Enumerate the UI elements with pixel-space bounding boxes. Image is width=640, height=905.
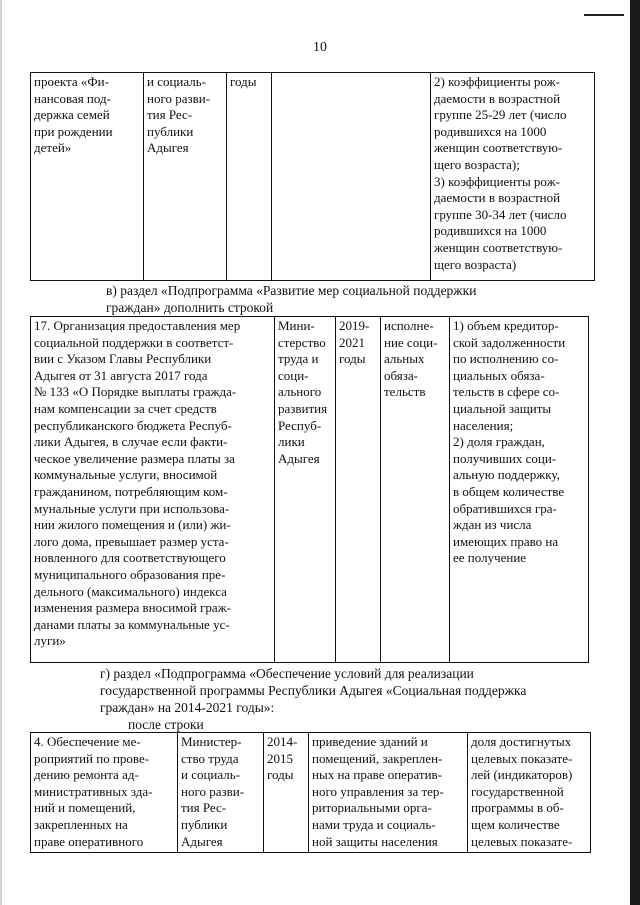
scan-edge-shadow bbox=[630, 0, 640, 905]
table-row bbox=[31, 73, 595, 281]
table-cell-period: 2019- 2021 годы bbox=[336, 317, 381, 663]
table-cell-indicators: доля достигнутых целевых показате- лей (индикаторов) государственной программы в об- щем количестве целевых показате- bbox=[468, 733, 591, 853]
after-row-note: после строки bbox=[128, 717, 204, 732]
table-cell-executor: Мини- стерство труда и соци- ального развития Респуб- лики Адыгея bbox=[275, 317, 336, 663]
table-cell-result: приведение зданий и помещений, закреплен- ных на праве оператив- ного управления за тер- риториальными орга- нами труда и социаль- ной защиты населения bbox=[309, 733, 468, 853]
section-v-note: в) раздел «Подпрограмма «Развитие мер социальной поддержки граждан» дополнить строкой bbox=[106, 283, 477, 315]
table-cell-period: 2014- 2015 годы bbox=[264, 733, 309, 853]
table-cell-result bbox=[272, 73, 431, 281]
section-g-note: г) раздел «Подпрограмма «Обеспечение условий для реализации государственной программы Республики Адыгея «Социальная поддержка граждан» на 2014-2021 годы»: bbox=[100, 666, 527, 715]
table-cell-activity: 17. Организация предоставления мер социальной поддержки в соответст- вии с Указом Главы Республики Адыгея от 31 августа 2017 года № 133 «О Порядке выплаты гражда- нам компенсации за счет средств республиканского бюджета Респуб- лики Адыгея, в случае если факти- ческое увеличение размера платы за коммунальные услуги, вносимой гражданином, потребляющим ком- мунальные услуги при использова- нии жилого помещения и (или) жи- лого дома, превышает размер уста- новленного для соответствующего муниципального образования пре- дельного (максимального) индекса изменения размера вносимой граж- данами платы за коммунальные ус- луги» bbox=[31, 317, 275, 663]
table-row bbox=[31, 317, 589, 663]
table-cell-indicators: 2) коэффициенты рож- даемости в возрастной группе 25-29 лет (число родившихся на 1000 женщин соответствую- щего возраста); 3) коэффициенты рож- даемости в возрастной группе 30-34 лет (число родившихся на 1000 женщин соответствую- щего возраста) bbox=[431, 73, 595, 281]
table-continuation bbox=[30, 72, 595, 281]
table-cell-period: годы bbox=[227, 73, 272, 281]
table-new-row bbox=[30, 316, 589, 663]
table-cell-indicators: 1) объем кредитор- ской задолженности по исполнению со- циальных обяза- тельств в сфере со- циальной защиты населения; 2) доля граждан, получивших соци- альную поддержку, в общем количестве обратившихся гра- ждан из числа имеющих право на ее получение bbox=[450, 317, 589, 663]
table-cell-activity: проекта «Фи- нансовая под- держка семей при рождении детей» bbox=[31, 73, 144, 281]
table-cell-result: исполне- ние соци- альных обяза- тельств bbox=[381, 317, 450, 663]
table-cell-executor: Министер- ство труда и социаль- ного разви- тия Рес- публики Адыгея bbox=[178, 733, 264, 853]
table-row bbox=[31, 733, 591, 853]
page-left-edge bbox=[0, 0, 2, 905]
page-number: 10 bbox=[313, 40, 327, 55]
corner-mark bbox=[584, 14, 624, 16]
table-cell-activity: 4. Обеспечение ме- роприятий по прове- дению ремонта ад- министративных зда- ний и помещений, закрепленных на праве оперативного bbox=[31, 733, 178, 853]
table-cell-executor: и социаль- ного разви- тия Рес- публики Адыгея bbox=[144, 73, 227, 281]
table-after-row bbox=[30, 732, 591, 853]
